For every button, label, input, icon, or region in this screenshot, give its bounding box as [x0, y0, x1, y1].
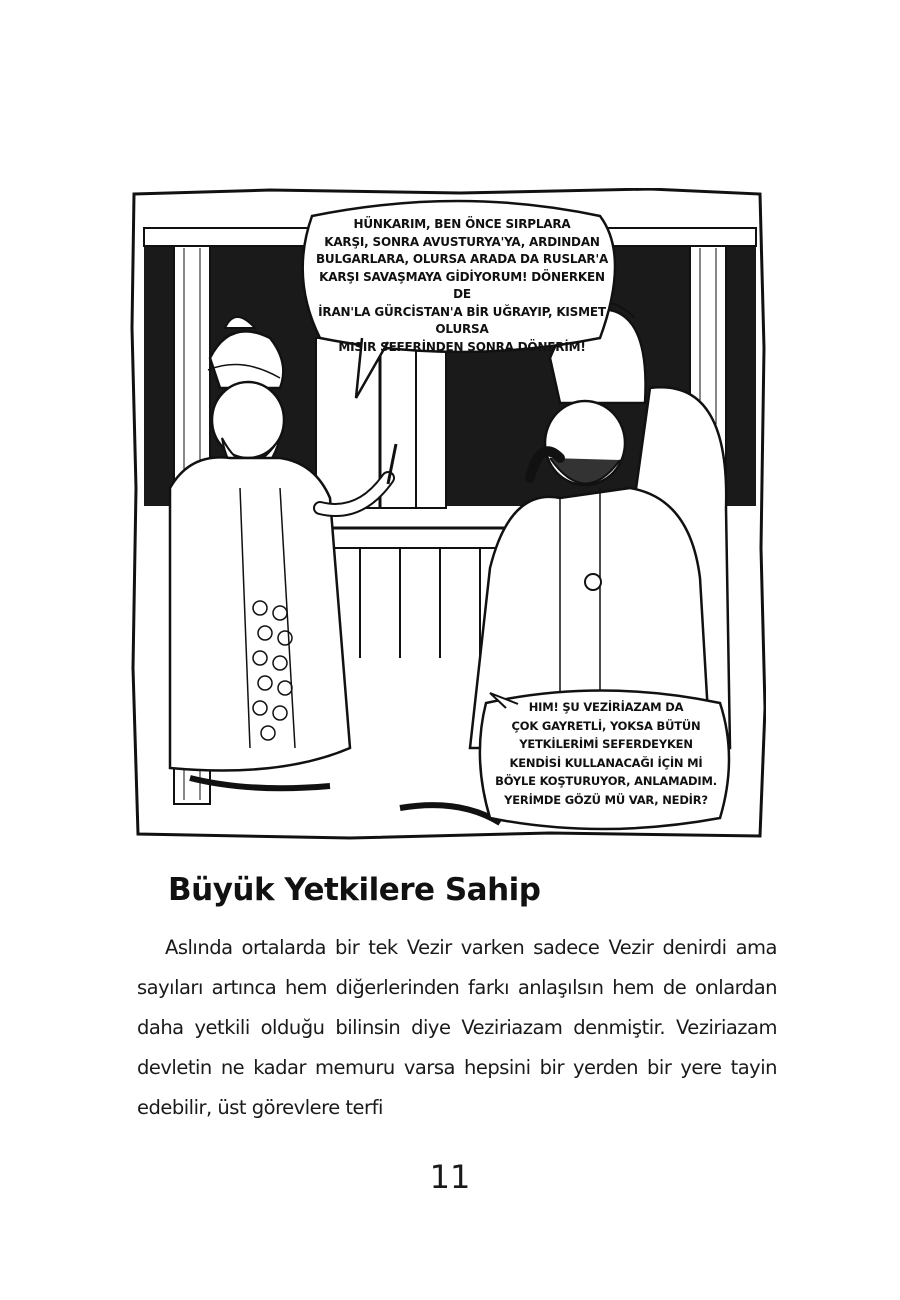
body-paragraph: Aslında ortalarda bir tek Vezir varken sadece Vezir denirdi ama sayıları artınca hem diğerlerinden farkı anlaşılsın hem de onlardan daha yetkili olduğu bilinsin diye Veziriazam denmiştir. Veziriazam devletin ne kadar memuru varsa hepsini bir yerden bir yere tayin edebilir, üst görevlere terfi	[137, 936, 777, 1119]
body-text	[137, 928, 777, 1128]
vizier-speech-text: HÜNKARIM, BEN ÖNCE SIRPLARA KARŞI, SONRA AVUSTURYA'YA, ARDINDAN BULGARLARA, OLURSA ARADA DA RUSLAR'A KARŞI SAVAŞMAYA GİDİYORUM! DÖNERKEN DE İRAN'LA GÜRCİSTAN'A BİR UĞRAYIP, KISMET OLURSA MISIR SEFERİNDEN SONRA DÖNERİM!	[315, 217, 609, 354]
page-number: 11	[429, 1158, 471, 1196]
section-heading: Büyük Yetkilere Sahip	[168, 872, 541, 908]
sultan-thought-text: HIM! ŞU VEZİRİAZAM DA ÇOK GAYRETLİ, YOKSA BÜTÜN YETKİLERİMİ SEFERDEYKEN KENDİSİ KULLANACAĞI İÇİN Mİ BÖYLE KOŞTURUYOR, ANLAMADIM. YERİMDE GÖZÜ MÜ VAR, NEDİR?	[495, 700, 717, 807]
comic-illustration	[130, 188, 766, 840]
